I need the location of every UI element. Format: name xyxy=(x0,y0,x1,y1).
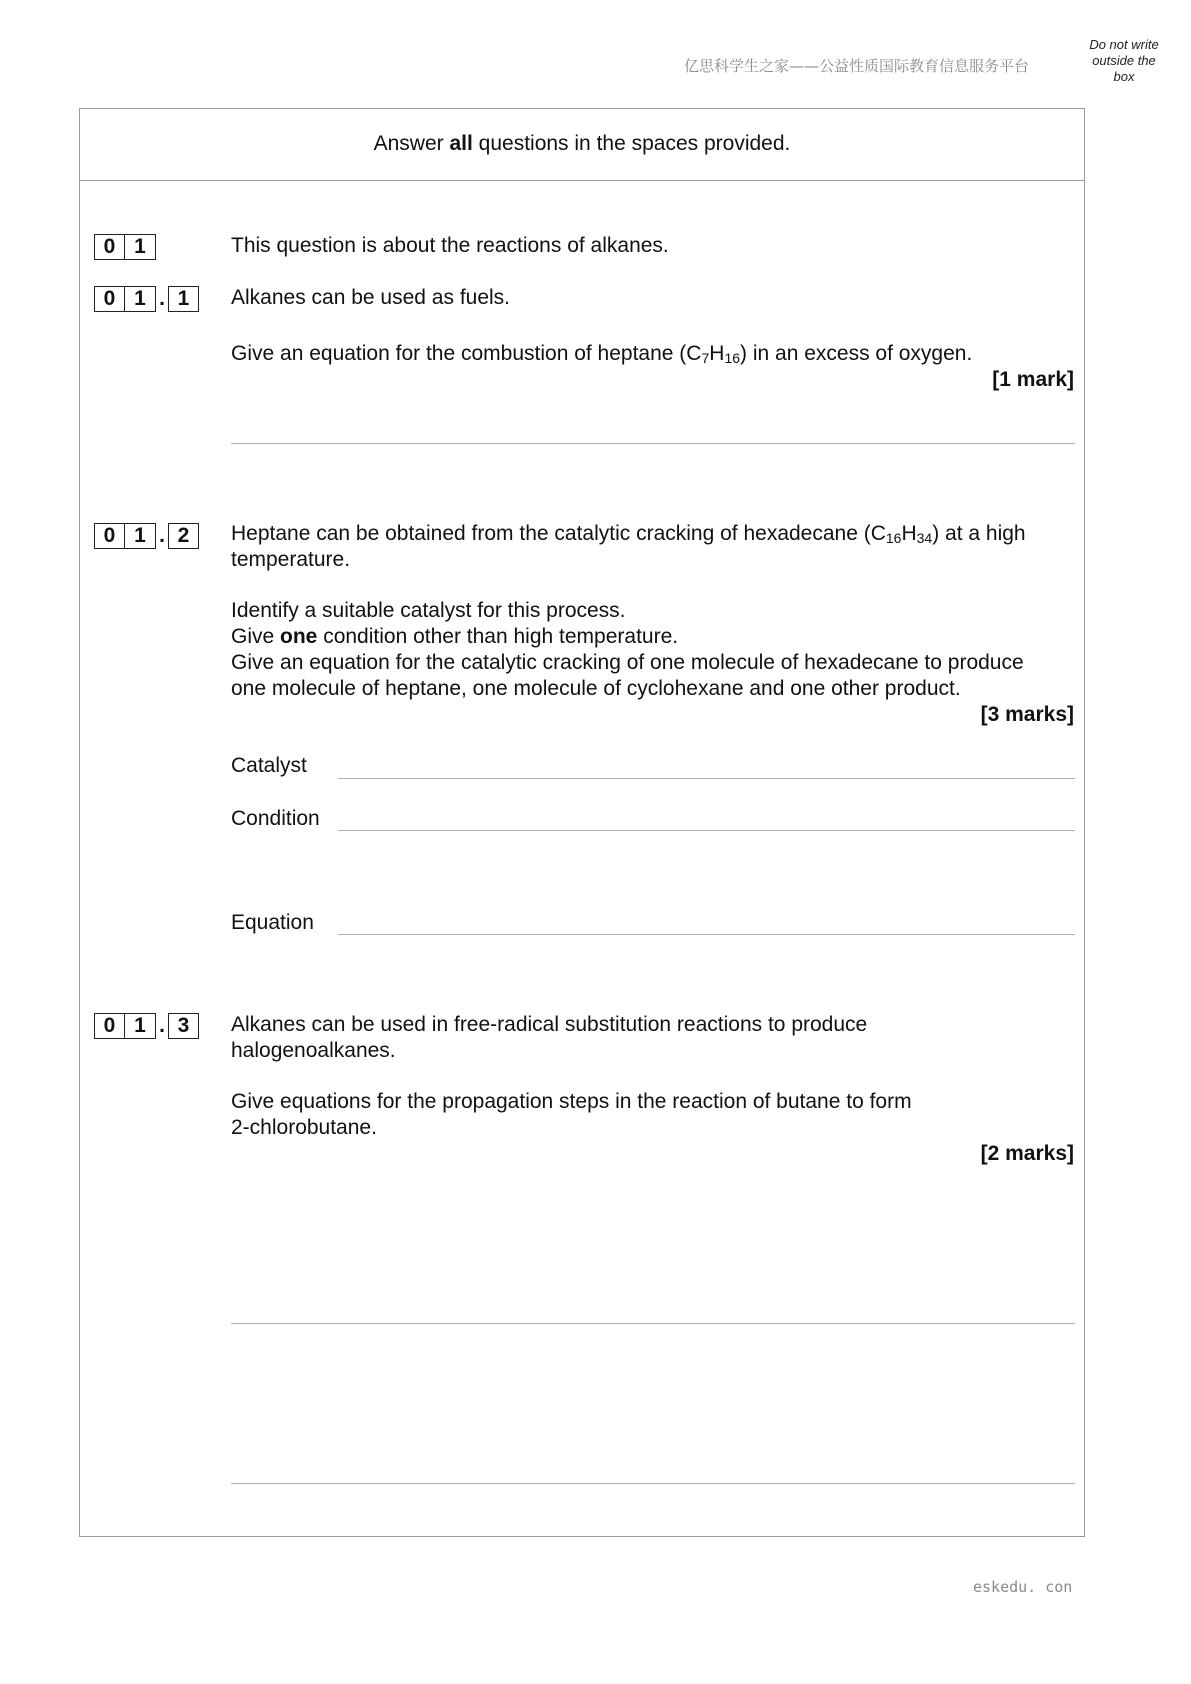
qnum-digit: 1 xyxy=(168,286,199,312)
qnum-digit: 1 xyxy=(125,286,156,312)
qnum-dot: . xyxy=(159,524,165,547)
question-number-01 xyxy=(94,234,156,260)
q01-3-prompt-line-1: Give equations for the propagation steps in the reaction of butane to form xyxy=(231,1090,912,1113)
catalyst-label: Catalyst xyxy=(231,754,307,777)
q01-3-stem-line-2: halogenoalkanes. xyxy=(231,1039,396,1062)
q01-1-prompt: Give an equation for the combustion of heptane $(C_7H_{16})$ in an excess of oxygen. xyxy=(231,342,973,366)
question-number-01-3 xyxy=(94,1013,199,1039)
q01-2-marks: [3 marks] xyxy=(980,703,1074,726)
q01-2-task-2: Give one condition other than high temperature. xyxy=(231,625,679,648)
equation-label: Equation xyxy=(231,911,314,934)
qnum-digit: 2 xyxy=(168,523,199,549)
q01-2-task-1: Identify a suitable catalyst for this process. xyxy=(231,599,626,622)
q01-2-stem-line-1: Heptane can be obtained from the catalytic cracking of hexadecane $(C_{16}H_{34})$ at a high xyxy=(231,522,1026,546)
footer-site: eskedu. con xyxy=(973,1578,1073,1596)
q01-2-task-3-line-1: Give an equation for the catalytic cracking of one molecule of hexadecane to produce xyxy=(231,651,1024,674)
qnum-digit: 1 xyxy=(125,1013,156,1039)
header-watermark: 亿思科学生之家——公益性质国际教育信息服务平台 xyxy=(684,57,1030,75)
answer-line[interactable] xyxy=(231,1323,1075,1324)
qnum-dot: . xyxy=(159,287,165,310)
answer-line[interactable] xyxy=(231,443,1075,444)
equation-answer-line[interactable] xyxy=(338,934,1075,935)
q01-2-stem-line-2: temperature. xyxy=(231,548,351,571)
condition-label: Condition xyxy=(231,807,320,830)
question-number-01-2 xyxy=(94,523,199,549)
q01-1-marks: [1 mark] xyxy=(992,368,1074,391)
q01-1-intro: Alkanes can be used as fuels. xyxy=(231,286,511,309)
qnum-digit: 0 xyxy=(94,523,125,549)
q01-3-marks: [2 marks] xyxy=(980,1142,1074,1165)
qnum-digit: 0 xyxy=(94,1013,125,1039)
q01-3-stem-line-1: Alkanes can be used in free-radical substitution reactions to produce xyxy=(231,1013,868,1036)
q01-2-task-3-line-2: one molecule of heptane, one molecule of cyclohexane and one other product. xyxy=(231,677,961,700)
margin-note-line-2: outside the xyxy=(1092,53,1156,68)
qnum-digit: 1 xyxy=(125,234,156,260)
margin-note xyxy=(1079,37,1169,85)
q01-3-prompt-line-2: 2-chlorobutane. xyxy=(231,1116,377,1139)
qnum-digit: 0 xyxy=(94,234,125,260)
qnum-digit: 1 xyxy=(125,523,156,549)
qnum-digit: 0 xyxy=(94,286,125,312)
question-number-01-1 xyxy=(94,286,199,312)
margin-note-line-3: box xyxy=(1113,69,1135,84)
margin-note-line-1: Do not write xyxy=(1089,37,1159,52)
qnum-digit: 3 xyxy=(168,1013,199,1039)
answer-line[interactable] xyxy=(231,1483,1075,1484)
catalyst-answer-line[interactable] xyxy=(338,778,1075,779)
qnum-dot: . xyxy=(159,1014,165,1037)
q01-stem: This question is about the reactions of alkanes. xyxy=(231,234,669,257)
condition-answer-line[interactable] xyxy=(338,830,1075,831)
instruction-text: Answer all questions in the spaces provided. xyxy=(373,132,791,155)
